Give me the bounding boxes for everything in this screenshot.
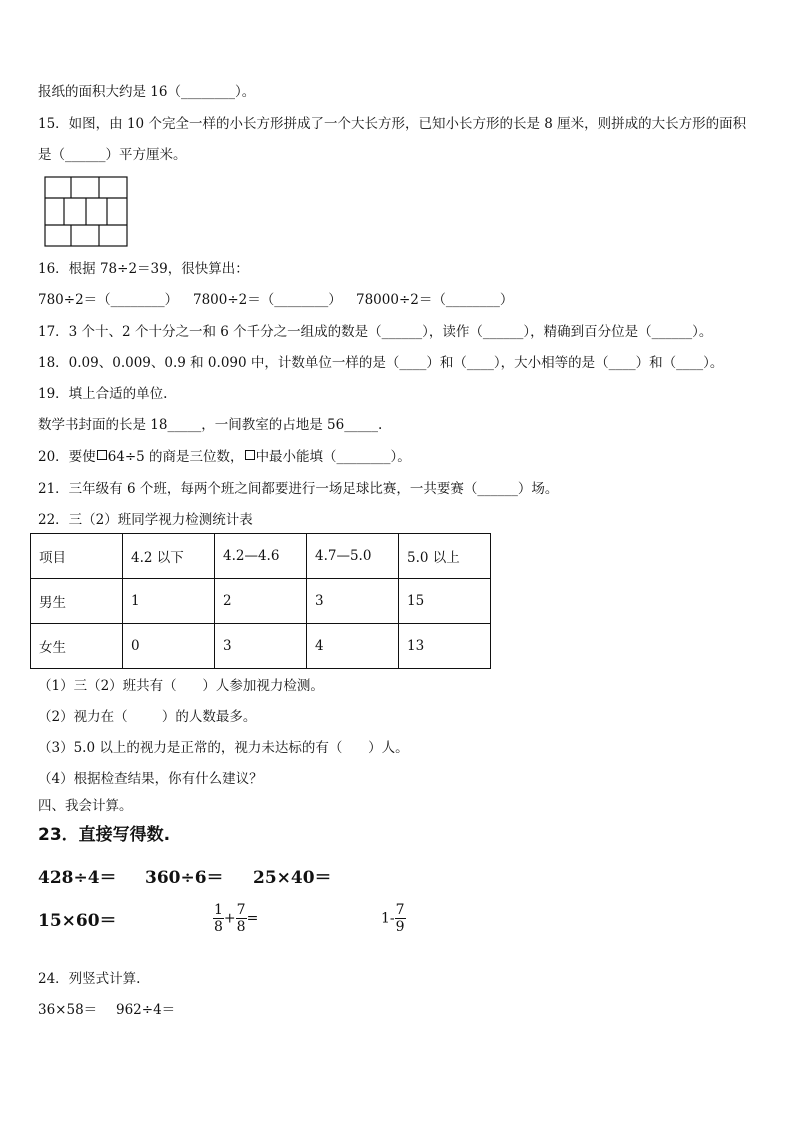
table-row [31,579,491,624]
table-cell: 3 [307,579,399,624]
question-15-line1: 15．如图，由 10 个完全一样的小长方形拼成了一个大长方形，已知小长方形的长是 8 厘米，则拼成的大长方形的面积 [38,116,747,132]
table-row [31,624,491,669]
question-18: 18．0.09、0.009、0.9 和 0.090 中，计数单位一样的是（____）和（____），大小相等的是（____）和（____）。 [38,355,724,371]
rectangle-tiling-figure [44,176,128,247]
question-16-title: 16．根据 78÷2＝39，很快算出： [38,261,249,277]
table-row [31,534,491,579]
denominator: 9 [395,919,405,935]
table-cell: 4.2 以下 [123,534,215,579]
table-cell: 2 [215,579,307,624]
table-cell: 1 [123,579,215,624]
table-cell: 项目 [31,534,123,579]
section-4-heading: 四、我会计算。 [38,798,133,814]
denominator: 8 [214,919,223,935]
fraction-expression-b [381,902,406,935]
table-cell: 0 [123,624,215,669]
question-19-title: 19．填上合适的单位. [38,386,168,402]
box-placeholder-icon [245,450,255,460]
question-16-b: 7800÷2＝（________） [193,292,342,308]
question-16-c: 78000÷2＝（________） [356,292,514,308]
table-cell: 3 [215,624,307,669]
table-cell: 女生 [31,624,123,669]
vision-statistics-table [30,533,491,669]
table-cell: 男生 [31,579,123,624]
fraction-expression-a [213,902,258,935]
calc-item: 360÷6＝ [145,868,224,888]
question-22-sub3: （3）5.0 以上的视力是正常的，视力未达标的有（ ）人。 [38,740,409,756]
table-cell: 5.0 以上 [399,534,491,579]
question-14-tail: 报纸的面积大约是 16（________）。 [38,84,256,100]
question-20-mid: 64÷5 的商是三位数， [107,449,244,465]
question-22-sub1: （1）三（2）班共有（ ）人参加视力检测。 [38,678,324,694]
numerator: 1 [214,902,223,918]
numerator: 7 [236,902,246,918]
question-23-title: 23．直接写得数. [38,825,171,845]
question-15-line2: 是（______）平方厘米。 [38,147,187,163]
calc-item: 428÷4＝ [38,868,117,888]
question-21: 21．三年级有 6 个班，每两个班之间都要进行一场足球比赛，一共要赛（______）场。 [38,481,559,497]
question-20-post: 中最小能填（________）。 [255,449,411,465]
question-16-a: 780÷2＝（________） [38,292,179,308]
calc-item: 36×58＝ [38,1002,98,1018]
question-20 [38,448,411,466]
plus-sign: + [223,910,236,927]
denominator: 8 [236,919,246,935]
table-cell: 4 [307,624,399,669]
question-22-sub4: （4）根据检查结果，你有什么建议？ [38,771,263,787]
equals-sign: = [246,910,259,927]
table-cell: 4.2—4.6 [215,534,307,579]
question-17: 17．3 个十、2 个十分之一和 6 个千分之一组成的数是（______），读作（______），精确到百分位是（______）。 [38,324,713,340]
question-24-title: 24．列竖式计算. [38,971,141,987]
numerator: 7 [395,902,405,918]
table-cell: 15 [399,579,491,624]
question-19-line: 数学书封面的长是 18_____，一间教室的占地是 56_____. [38,417,383,433]
question-22-title: 22．三（2）班同学视力检测统计表 [38,512,253,528]
calc-item: 25×40＝ [253,868,332,888]
table-cell: 13 [399,624,491,669]
question-22-sub2: （2）视力在（ ）的人数最多。 [38,709,257,725]
one-minus: 1- [381,910,395,927]
calc-item: 962÷4＝ [116,1002,176,1018]
question-20-pre: 20．要使 [38,449,96,465]
calc-item: 15×60＝ [38,911,117,931]
table-cell: 4.7—5.0 [307,534,399,579]
box-placeholder-icon [97,450,107,460]
